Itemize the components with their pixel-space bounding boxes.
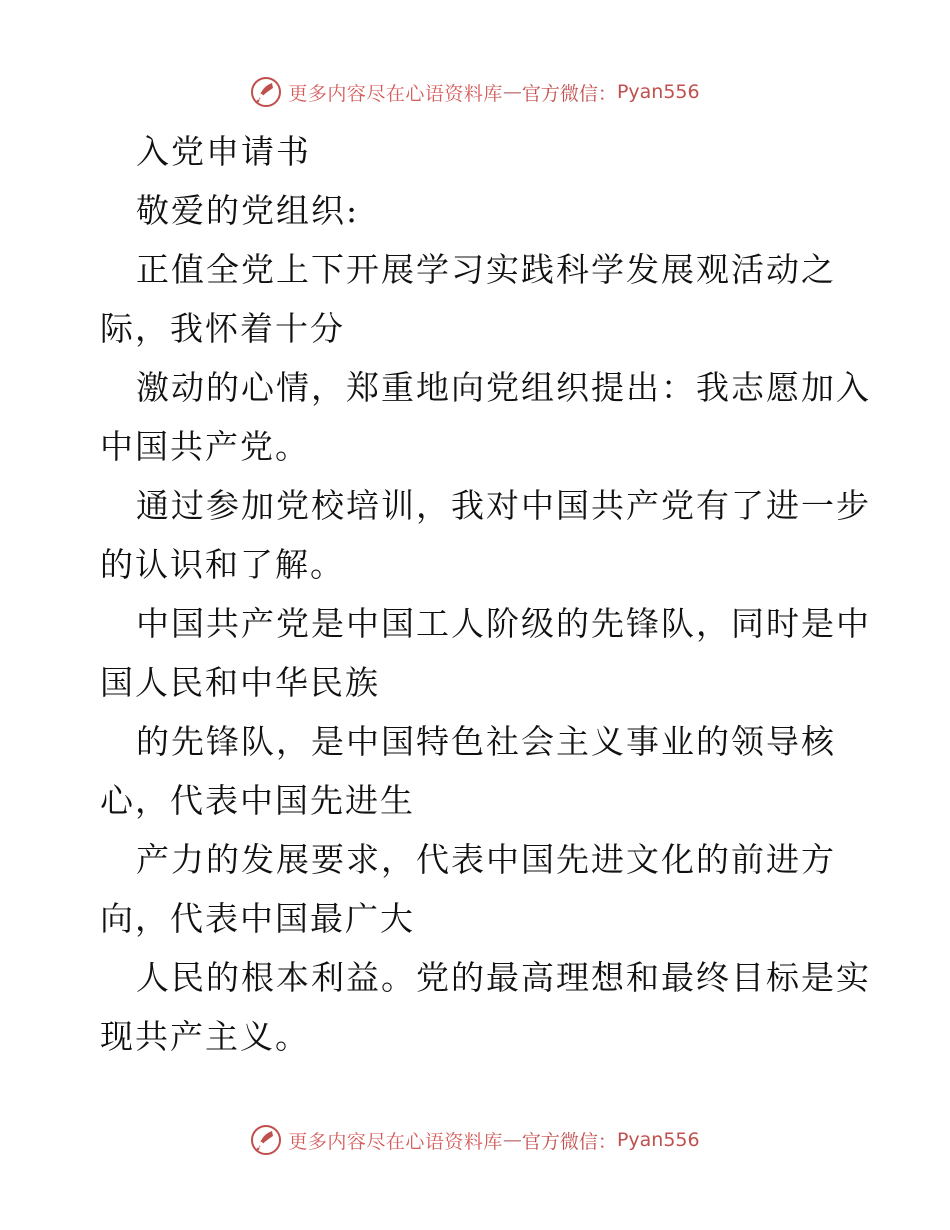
document-title: 入党申请书 [136, 132, 311, 171]
paragraph-line: 通过参加党校培训，我对中国共产党有了进一步 [136, 486, 871, 525]
paragraph-line: 人民的根本利益。党的最高理想和最终目标是实 [136, 958, 871, 997]
paragraph-line: 激动的心情，郑重地向党组织提出：我志愿加入 [136, 368, 871, 407]
feather-pen-logo-icon [250, 76, 282, 108]
banner-wechat-id: Pyan556 [616, 81, 700, 103]
paragraph-line: 的先锋队，是中国特色社会主义事业的领导核 [136, 722, 836, 761]
banner-brand-text: 更多内容尽在心语资料库 [288, 82, 503, 105]
banner-wechat-label: 官方微信： [521, 82, 617, 105]
paragraph-line: 向，代表中国最广大 [100, 899, 415, 938]
feather-pen-logo-icon [250, 1124, 282, 1156]
document-body [100, 122, 871, 1066]
banner-wechat-id: Pyan556 [616, 1129, 700, 1151]
footer-banner [0, 1120, 950, 1160]
salutation: 敬爱的党组织: [136, 191, 360, 230]
banner-wechat-label: 官方微信： [521, 1130, 617, 1153]
paragraph-line: 正值全党上下开展学习实践科学发展观活动之 [136, 250, 836, 289]
paragraph-line: 的认识和了解。 [100, 545, 345, 584]
paragraph-line: 中国共产党。 [100, 427, 310, 466]
paragraph-line: 际，我怀着十分 [100, 309, 345, 348]
banner-brand-text: 更多内容尽在心语资料库 [288, 1130, 503, 1153]
paragraph-line: 产力的发展要求，代表中国先进文化的前进方 [136, 840, 836, 879]
header-banner [0, 72, 950, 112]
banner-dash: — [502, 1129, 522, 1151]
paragraph-line: 中国共产党是中国工人阶级的先锋队，同时是中 [136, 604, 871, 643]
paragraph-line: 国人民和中华民族 [100, 663, 380, 702]
paragraph-line: 心，代表中国先进生 [100, 781, 415, 820]
paragraph-line: 现共产主义。 [100, 1017, 310, 1056]
banner-dash: — [502, 81, 522, 103]
